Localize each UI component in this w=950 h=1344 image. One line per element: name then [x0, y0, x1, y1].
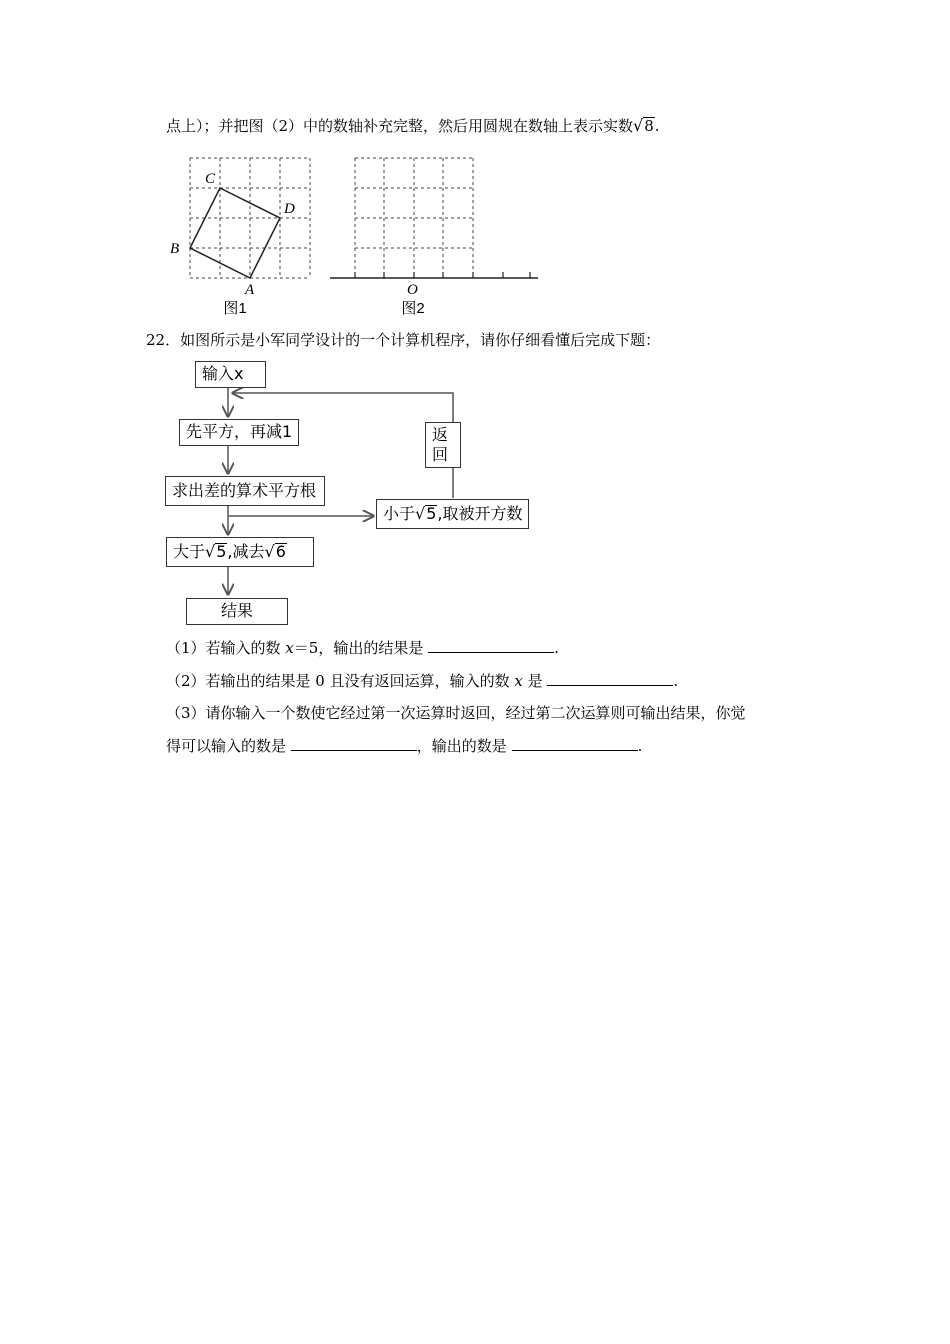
- sub-question-1: [166, 638, 559, 658]
- flow-result-label: 结果: [220, 601, 253, 620]
- figure1-caption: 图1: [223, 300, 247, 317]
- intro-text: 点上）；并把图（2）中的数轴补充完整，然后用圆规在数轴上表示实数: [166, 117, 634, 135]
- sqrt-8: √8: [633, 116, 654, 135]
- label-o: O: [407, 282, 418, 298]
- return-label-2: 回: [432, 445, 449, 464]
- flow-sqrt-box: [165, 476, 325, 506]
- figure2-caption: 图2: [401, 300, 425, 317]
- label-c: C: [205, 171, 216, 187]
- greater-prefix: 大于: [173, 542, 206, 561]
- sqrt-8-radicand: 8: [644, 117, 654, 135]
- flow-input-label: 输入x: [202, 364, 244, 383]
- flow-greater-than-box: 大于√5,减去√6: [166, 537, 314, 567]
- label-d: D: [284, 201, 295, 217]
- sub1-var: x: [285, 639, 294, 657]
- sub1-mid: ＝5，输出的结果是: [293, 639, 429, 657]
- question-number: 22．: [146, 331, 181, 349]
- flow-less-than-box: 小于√5,取被开方数: [376, 499, 529, 529]
- sub1-prefix: （1）若输入的数: [166, 639, 286, 657]
- sub3-end: .: [637, 737, 643, 755]
- sub3-line2-a: 得可以输入的数是: [166, 737, 291, 755]
- sub-question-3-line1: [166, 703, 746, 723]
- question-stem: 如图所示是小军同学设计的一个计算机程序，请你仔细看懂后完成下题：: [180, 331, 661, 349]
- sub2-prefix: （2）若输出的结果是 0 且没有返回运算，输入的数: [166, 672, 515, 690]
- sub2-end: .: [673, 672, 679, 690]
- flow-step1-label: 先平方，再减1: [186, 422, 293, 441]
- greater-radicand: 5: [216, 542, 227, 561]
- flow-step2-label: 求出差的算术平方根: [172, 481, 317, 500]
- label-b: B: [170, 241, 180, 257]
- return-label-1: 返: [432, 425, 449, 444]
- flow-return-box: [425, 422, 461, 468]
- sub-question-3-line2: [166, 736, 642, 756]
- answer-blank-2[interactable]: [547, 671, 673, 686]
- less-prefix: 小于: [383, 504, 416, 523]
- answer-blank-3a[interactable]: [291, 736, 417, 751]
- sub2-mid: 是: [522, 672, 548, 690]
- greater-radicand-2: 6: [275, 542, 286, 561]
- flow-square-minus-one-box: [179, 419, 299, 446]
- sub1-end: .: [554, 639, 559, 657]
- flow-input-box: [195, 361, 266, 388]
- greater-mid: ,减去: [227, 542, 265, 561]
- flowchart-arrows: [0, 0, 950, 640]
- label-a: A: [245, 282, 255, 298]
- less-radicand: 5: [426, 504, 437, 523]
- sub3-line1: （3）请你输入一个数使它经过第一次运算时返回，经过第二次运算则可输出结果，你觉: [166, 704, 746, 722]
- flow-result-box: [186, 598, 288, 625]
- sub-question-2: [166, 671, 678, 691]
- answer-blank-3b[interactable]: [512, 736, 638, 751]
- sub3-line2-b: ，输出的数是: [416, 737, 512, 755]
- answer-blank-1[interactable]: [428, 638, 554, 653]
- less-suffix: ,取被开方数: [437, 504, 523, 523]
- sub2-var: x: [514, 672, 523, 690]
- intro-end: .: [654, 117, 660, 135]
